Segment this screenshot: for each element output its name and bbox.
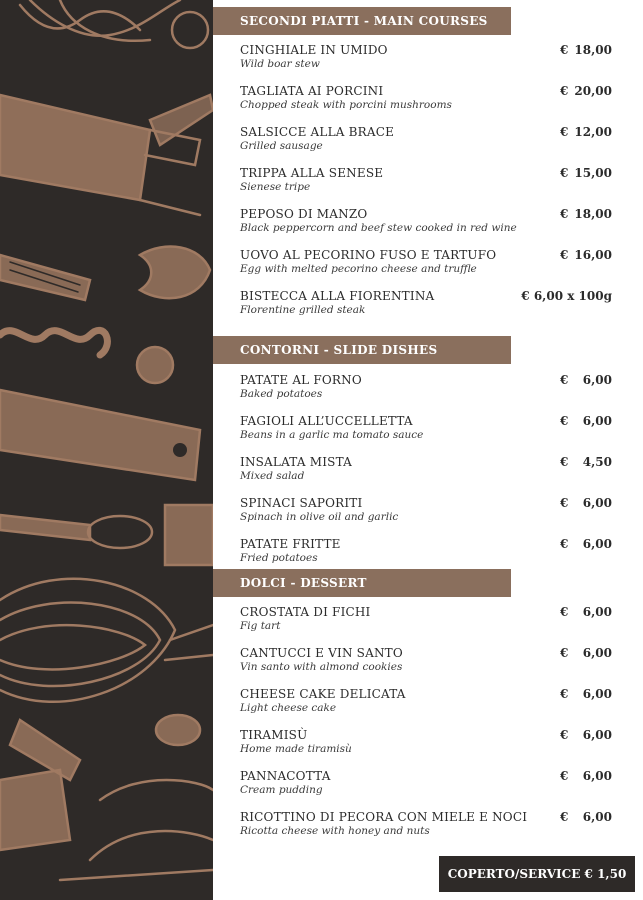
item-price <box>560 769 612 783</box>
item-description: Chopped steak with porcini mushrooms <box>240 99 452 111</box>
item-name: PATATE AL FORNO <box>240 373 362 387</box>
kitchen-utensils-illustration <box>0 0 213 900</box>
currency-symbol: € <box>560 687 569 701</box>
menu-item <box>240 166 612 202</box>
item-description: Baked potatoes <box>240 388 323 400</box>
item-price <box>521 289 612 303</box>
item-name: CROSTATA DI FICHI <box>240 605 371 619</box>
price-amount: 6,00 <box>582 373 612 387</box>
item-price <box>560 646 612 660</box>
currency-symbol: € <box>560 166 569 180</box>
currency-symbol: € <box>560 84 569 98</box>
price-amount: 18,00 <box>574 43 612 57</box>
item-price <box>560 455 612 469</box>
currency-symbol: € <box>560 646 569 660</box>
menu-item <box>240 125 612 161</box>
item-name: TIRAMISÙ <box>240 728 308 742</box>
item-description: Light cheese cake <box>240 702 337 714</box>
item-description: Cream pudding <box>240 784 323 796</box>
menu-item <box>240 769 612 805</box>
currency-symbol: € <box>521 289 530 303</box>
currency-symbol: € <box>560 455 569 469</box>
item-description: Ricotta cheese with honey and nuts <box>240 825 430 837</box>
price-amount: 6,00 <box>582 537 612 551</box>
currency-symbol: € <box>560 496 569 510</box>
price-amount: 15,00 <box>574 166 612 180</box>
item-name: PATATE FRITTE <box>240 537 341 551</box>
item-name: TAGLIATA AI PORCINI <box>240 84 384 98</box>
item-name: CINGHIALE IN UMIDO <box>240 43 388 57</box>
coperto-service-charge: COPERTO/SERVICE € 1,50 <box>439 856 635 892</box>
item-price <box>560 125 612 139</box>
currency-symbol: € <box>560 605 569 619</box>
price-amount: 6,00 <box>582 414 612 428</box>
price-amount: 6,00 x 100g <box>533 289 612 303</box>
currency-symbol: € <box>560 248 569 262</box>
item-description: Vin santo with almond cookies <box>240 661 403 673</box>
item-description: Fried potatoes <box>240 552 318 564</box>
item-description: Black peppercorn and beef stew cooked in red wine <box>240 222 517 234</box>
menu-item <box>240 728 612 764</box>
item-name: PANNACOTTA <box>240 769 331 783</box>
menu-item <box>240 207 612 243</box>
menu-item <box>240 646 612 682</box>
currency-symbol: € <box>560 810 569 824</box>
price-amount: 6,00 <box>582 769 612 783</box>
menu-item <box>240 414 612 450</box>
menu-item <box>240 496 612 532</box>
section-header-side-dishes: CONTORNI - SLIDE DISHES <box>213 336 511 364</box>
item-price <box>560 496 612 510</box>
price-amount: 6,00 <box>582 646 612 660</box>
item-name: SPINACI SAPORITI <box>240 496 363 510</box>
section-header-main-courses: SECONDI PIATTI - MAIN COURSES <box>213 7 511 35</box>
item-description: Beans in a garlic ma tomato sauce <box>240 429 424 441</box>
menu-item <box>240 455 612 491</box>
price-amount: 6,00 <box>582 810 612 824</box>
item-price <box>560 687 612 701</box>
item-description: Sienese tripe <box>240 181 311 193</box>
item-price <box>560 166 612 180</box>
item-name: CANTUCCI E VIN SANTO <box>240 646 403 660</box>
item-price <box>560 414 612 428</box>
item-price <box>560 248 612 262</box>
menu-item <box>240 248 612 284</box>
price-amount: 18,00 <box>574 207 612 221</box>
price-amount: 12,00 <box>574 125 612 139</box>
menu-item <box>240 373 612 409</box>
currency-symbol: € <box>560 43 569 57</box>
item-description: Mixed salad <box>240 470 305 482</box>
menu-item <box>240 84 612 120</box>
price-amount: 16,00 <box>574 248 612 262</box>
menu-item <box>240 687 612 723</box>
menu-item <box>240 537 612 573</box>
item-name: RICOTTINO DI PECORA CON MIELE E NOCI <box>240 810 528 824</box>
item-price <box>560 84 612 98</box>
item-description: Wild boar stew <box>240 58 320 70</box>
item-description: Home made tiramisù <box>240 743 352 755</box>
item-price <box>560 43 612 57</box>
menu-item <box>240 810 612 846</box>
currency-symbol: € <box>560 414 569 428</box>
item-name: TRIPPA ALLA SENESE <box>240 166 384 180</box>
item-name: FAGIOLI ALL’UCCELLETTA <box>240 414 413 428</box>
menu-item <box>240 289 612 325</box>
item-name: UOVO AL PECORINO FUSO E TARTUFO <box>240 248 497 262</box>
item-name: CHEESE CAKE DELICATA <box>240 687 406 701</box>
item-price <box>560 373 612 387</box>
currency-symbol: € <box>560 769 569 783</box>
item-price <box>560 605 612 619</box>
item-name: BISTECCA ALLA FIORENTINA <box>240 289 435 303</box>
currency-symbol: € <box>560 207 569 221</box>
item-name: SALSICCE ALLA BRACE <box>240 125 395 139</box>
menu-item <box>240 605 612 641</box>
price-amount: 20,00 <box>574 84 612 98</box>
illustration-panel <box>0 0 213 900</box>
item-name: INSALATA MISTA <box>240 455 352 469</box>
price-amount: 4,50 <box>582 455 612 469</box>
price-amount: 6,00 <box>582 728 612 742</box>
price-amount: 6,00 <box>582 687 612 701</box>
price-amount: 6,00 <box>582 496 612 510</box>
item-price <box>560 728 612 742</box>
price-amount: 6,00 <box>582 605 612 619</box>
item-description: Fig tart <box>240 620 281 632</box>
item-name: PEPOSO DI MANZO <box>240 207 368 221</box>
currency-symbol: € <box>560 728 569 742</box>
currency-symbol: € <box>560 537 569 551</box>
currency-symbol: € <box>560 373 569 387</box>
item-price <box>560 207 612 221</box>
item-price <box>560 537 612 551</box>
item-description: Egg with melted pecorino cheese and truffle <box>240 263 477 275</box>
menu-item <box>240 43 612 79</box>
currency-symbol: € <box>560 125 569 139</box>
item-price <box>560 810 612 824</box>
item-description: Florentine grilled steak <box>240 304 366 316</box>
item-description: Grilled sausage <box>240 140 323 152</box>
item-description: Spinach in olive oil and garlic <box>240 511 399 523</box>
section-header-dessert: DOLCI - DESSERT <box>213 569 511 597</box>
